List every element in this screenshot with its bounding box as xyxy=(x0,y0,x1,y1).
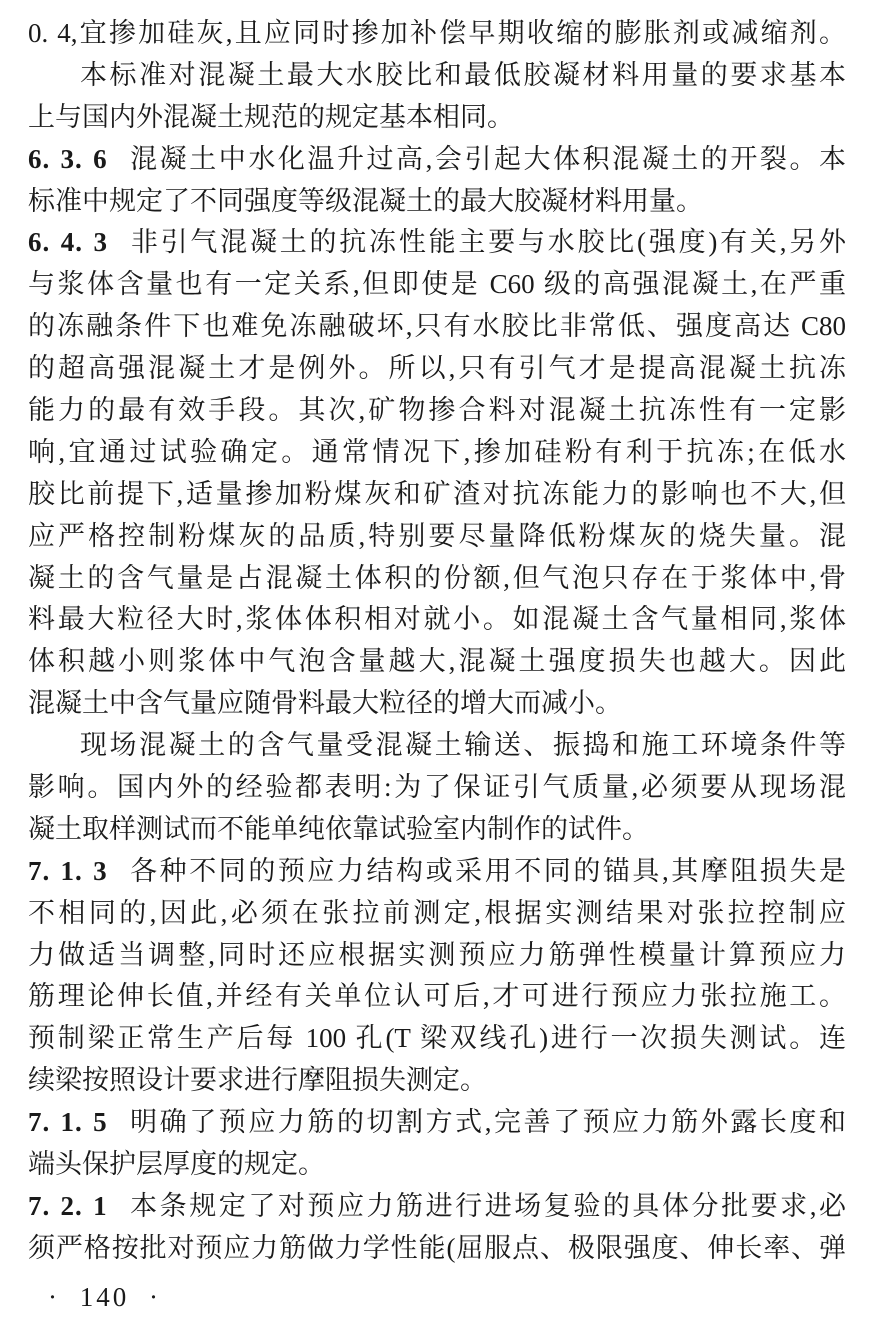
line-text: 混凝土中水化温升过高,会引起大体积混凝土的开裂。本 xyxy=(127,143,846,174)
line-text: 本标准对混凝土最大水胶比和最低胶凝材料用量的要求基本 xyxy=(80,59,846,90)
line-text: 能力的最有效手段。其次,矿物掺合料对混凝土抗冻性有一定影 xyxy=(28,395,846,426)
line-text: 与浆体含量也有一定关系,但即使是 C60 级的高强混凝土,在严重 xyxy=(28,269,846,300)
section-number: 6. 3. 6 xyxy=(28,143,108,174)
page-number: · 140 · xyxy=(48,1282,161,1312)
text-line xyxy=(28,599,846,641)
text-line xyxy=(28,809,846,851)
line-text: 体积越小则浆体中气泡含量越大,混凝土强度损失也越大。因此 xyxy=(28,646,846,677)
line-text: 续梁按照设计要求进行摩阻损失测定。 xyxy=(28,1065,487,1096)
text-line xyxy=(28,306,846,348)
line-text: 不相同的,因此,必须在张拉前测定,根据实测结果对张拉控制应 xyxy=(28,897,846,928)
section-number: 7. 1. 3 xyxy=(28,855,108,886)
line-text: 影响。国内外的经验都表明:为了保证引气质量,必须要从现场混 xyxy=(28,772,846,803)
text-line xyxy=(28,1102,846,1144)
line-text: 非引气混凝土的抗冻性能主要与水胶比(强度)有关,另外 xyxy=(128,227,846,258)
line-text: 预制梁正常生产后每 100 孔(T 梁双线孔)进行一次损失测试。连 xyxy=(28,1023,846,1054)
text-line xyxy=(28,1228,846,1270)
line-text: 凝土取样测试而不能单纯依靠试验室内制作的试件。 xyxy=(28,813,649,844)
section-number: 7. 2. 1 xyxy=(28,1190,108,1221)
line-text: 须严格按批对预应力筋做力学性能(屈服点、极限强度、伸长率、弹 xyxy=(28,1232,846,1263)
body-text xyxy=(28,13,846,1270)
line-text: 混凝土中含气量应随骨料最大粒径的增大而减小。 xyxy=(28,688,622,719)
text-line xyxy=(28,390,846,432)
line-text: 现场混凝土的含气量受混凝土输送、振捣和施工环境条件等 xyxy=(80,730,846,761)
line-text: 筋理论伸长值,并经有关单位认可后,才可进行预应力张拉施工。 xyxy=(28,981,846,1012)
text-line xyxy=(28,432,846,474)
text-line xyxy=(28,893,846,935)
text-line xyxy=(28,97,846,139)
line-text: 本条规定了对预应力筋进行进场复验的具体分批要求,必 xyxy=(127,1190,846,1221)
line-text: 应严格控制粉煤灰的品质,特别要尽量降低粉煤灰的烧失量。混 xyxy=(28,520,846,551)
text-line xyxy=(28,1060,846,1102)
text-line xyxy=(28,55,846,97)
text-line xyxy=(28,851,846,893)
text-line xyxy=(28,558,846,600)
text-line xyxy=(28,139,846,181)
text-line xyxy=(28,767,846,809)
line-text: 0. 4,宜掺加硅灰,且应同时掺加补偿早期收缩的膨胀剂或减缩剂。 xyxy=(28,18,846,48)
text-line xyxy=(28,264,846,306)
line-text: 上与国内外混凝土规范的规定基本相同。 xyxy=(28,101,514,132)
line-text: 明确了预应力筋的切割方式,完善了预应力筋外露长度和 xyxy=(127,1107,846,1138)
text-line xyxy=(28,474,846,516)
line-text: 料最大粒径大时,浆体体积相对就小。如混凝土含气量相同,浆体 xyxy=(28,604,846,635)
section-number: 6. 4. 3 xyxy=(28,227,109,258)
text-line xyxy=(28,222,846,264)
line-text: 响,宜通过试验确定。通常情况下,掺加硅粉有利于抗冻;在低水 xyxy=(28,436,846,467)
line-text: 端头保护层厚度的规定。 xyxy=(28,1149,325,1180)
text-line xyxy=(28,1018,846,1060)
text-line xyxy=(28,641,846,683)
text-line xyxy=(28,683,846,725)
text-line xyxy=(28,181,846,223)
text-line xyxy=(28,516,846,558)
text-line xyxy=(28,1186,846,1228)
line-text: 力做适当调整,同时还应根据实测预应力筋弹性模量计算预应力 xyxy=(28,939,846,970)
line-text: 凝土的含气量是占混凝土体积的份额,但气泡只存在于浆体中,骨 xyxy=(28,562,846,593)
text-line xyxy=(28,725,846,767)
section-number: 7. 1. 5 xyxy=(28,1107,108,1138)
line-text: 的超高强混凝土才是例外。所以,只有引气才是提高混凝土抗冻 xyxy=(28,353,846,384)
line-text: 标准中规定了不同强度等级混凝土的最大胶凝材料用量。 xyxy=(28,185,703,216)
text-line xyxy=(28,13,846,55)
text-line xyxy=(28,976,846,1018)
line-text: 胶比前提下,适量掺加粉煤灰和矿渣对抗冻能力的影响也不大,但 xyxy=(28,478,846,509)
line-text: 的冻融条件下也难免冻融破坏,只有水胶比非常低、强度高达 C80 xyxy=(28,311,846,342)
text-line xyxy=(28,1144,846,1186)
line-text: 各种不同的预应力结构或采用不同的锚具,其摩阻损失是 xyxy=(127,855,846,886)
text-line xyxy=(28,935,846,977)
text-line xyxy=(28,348,846,390)
